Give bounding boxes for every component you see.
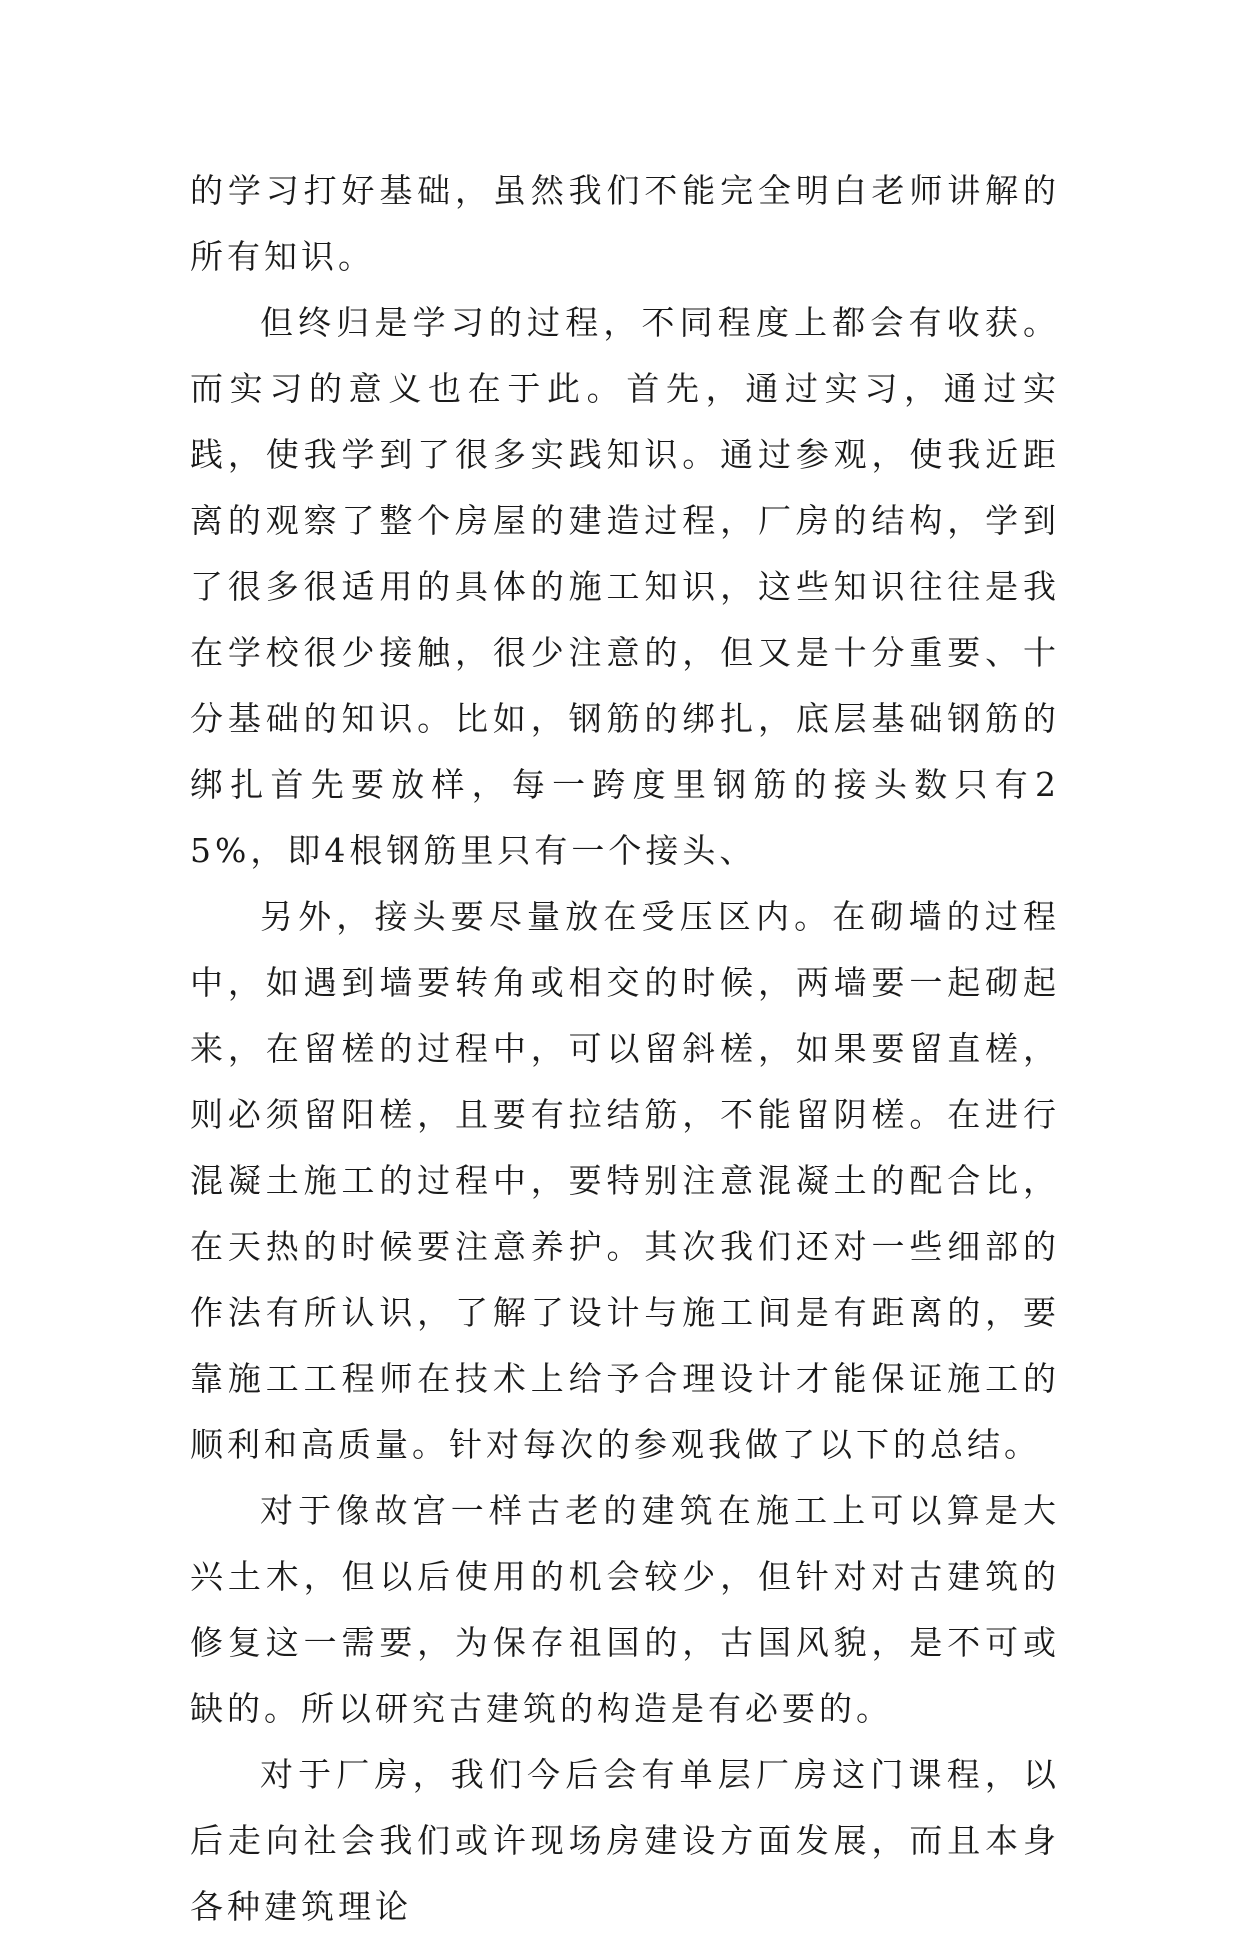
paragraph-2: 但终归是学习的过程，不同程度上都会有收获。而实习的意义也在于此。首先，通过实习，通过实践，使我学到了很多实践知识。通过参观，使我近距离的观察了整个房屋的建造过程，厂房的结构，学到了很多很适用的具体的施工知识，这些知识往往是我在学校很少接触，很少注意的，但又是十分重要、十分基础的知识。比如，钢筋的绑扎，底层基础钢筋的绑扎首先要放样，每一跨度里钢筋的接头数只有25%，即4根钢筋里只有一个接头、: [190, 303, 1060, 870]
paragraph-1: 的学习打好基础，虽然我们不能完全明白老师讲解的所有知识。: [190, 171, 1060, 276]
paragraph-3: 另外，接头要尽量放在受压区内。在砌墙的过程中，如遇到墙要转角或相交的时候，两墙要一起砌起来，在留槎的过程中，可以留斜槎，如果要留直槎，则必须留阳槎，且要有拉结筋，不能留阴槎。在进行混凝土施工的过程中，要特别注意混凝土的配合比，在天热的时候要注意养护。其次我们还对一些细部的作法有所认识，了解了设计与施工间是有距离的，要靠施工工程师在技术上给予合理设计才能保证施工的顺利和高质量。针对每次的参观我做了以下的总结。: [190, 897, 1060, 1464]
body-text: [190, 158, 1060, 1940]
paragraph-4: 对于像故宫一样古老的建筑在施工上可以算是大兴土木，但以后使用的机会较少，但针对对古建筑的修复这一需要，为保存祖国的，古国风貌，是不可或缺的。所以研究古建筑的构造是有必要的。: [190, 1491, 1060, 1728]
paragraph-5: 对于厂房，我们今后会有单层厂房这门课程，以后走向社会我们或许现场房建设方面发展，而且本身各种建筑理论: [190, 1755, 1060, 1926]
